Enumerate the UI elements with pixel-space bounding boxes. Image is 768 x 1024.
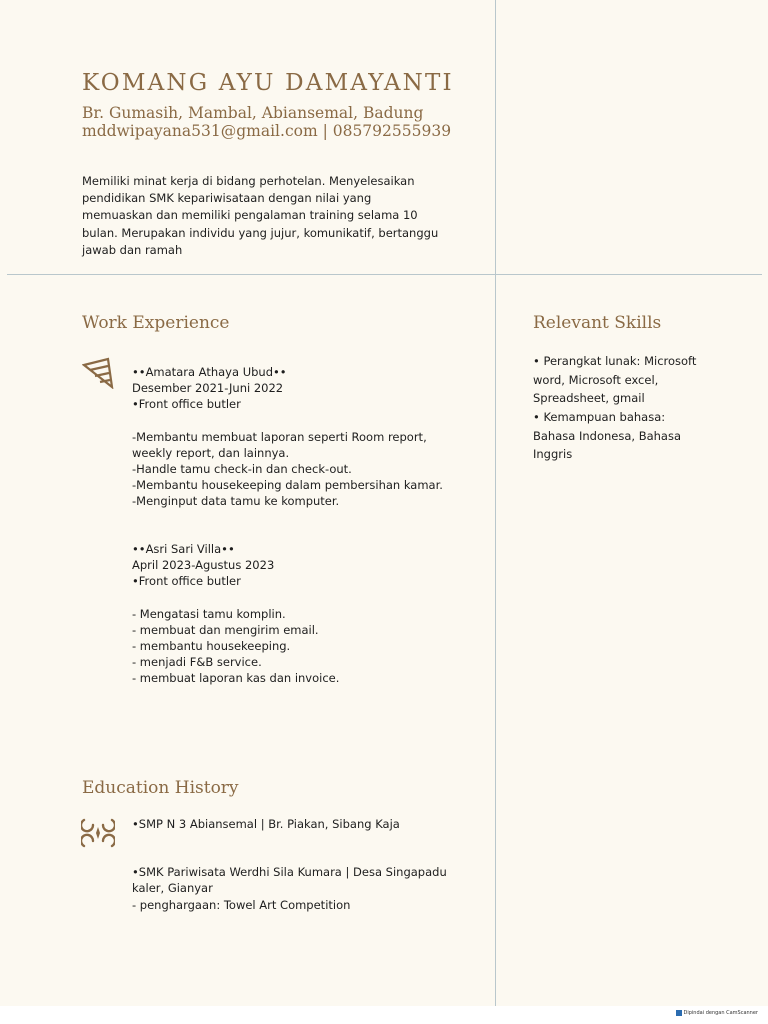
job-1-role: •Front office butler	[132, 397, 241, 411]
job-1-period: Desember 2021-Juni 2022	[132, 381, 284, 395]
stacked-chevron-icon	[82, 355, 116, 389]
horizontal-divider	[7, 274, 762, 275]
skill-line: • Perangkat lunak: Microsoft	[533, 354, 697, 368]
job-2-duty: - menjadi F&B service.	[132, 655, 262, 669]
job-1-duty: -Handle tamu check-in dan check-out.	[132, 462, 352, 476]
camscanner-logo-icon	[676, 1010, 682, 1016]
job-2-duty: - membantu housekeeping.	[132, 639, 291, 653]
skill-line: Bahasa Indonesa, Bahasa	[533, 429, 682, 443]
job-2-duty: - membuat dan mengirim email.	[132, 623, 319, 637]
job-2-period: April 2023-Agustus 2023	[132, 558, 275, 572]
vertical-divider	[495, 0, 496, 1006]
education-line: •SMP N 3 Abiansemal | Br. Piakan, Sibang Kaja	[132, 817, 400, 831]
candidate-name: KOMANG AYU DAMAYANTI	[82, 70, 454, 96]
relevant-skills-heading: Relevant Skills	[533, 313, 662, 333]
education-line: •SMK Pariwisata Werdhi Sila Kumara | Desa Singapadu	[132, 865, 447, 879]
ornament-icon	[81, 815, 115, 851]
job-1-duty: -Membantu housekeeping dalam pembersihan kamar.	[132, 478, 443, 492]
skill-line: Spreadsheet, gmail	[533, 391, 645, 405]
skill-line: Inggris	[533, 447, 573, 461]
job-2-duty: - Mengatasi tamu komplin.	[132, 607, 286, 621]
address: Br. Gumasih, Mambal, Abiansemal, Badung	[82, 104, 424, 122]
job-1-duty: weekly report, dan lainnya.	[132, 446, 290, 460]
email-phone: mddwipayana531@gmail.com | 085792555939	[82, 122, 452, 140]
education-history-heading: Education History	[82, 778, 239, 798]
education-line: - penghargaan: Towel Art Competition	[132, 898, 351, 912]
job-2-place: ••Asri Sari Villa••	[132, 542, 235, 556]
skill-line: • Kemampuan bahasa:	[533, 410, 666, 424]
job-1-place: ••Amatara Athaya Ubud••	[132, 365, 287, 379]
job-2-role: •Front office butler	[132, 574, 241, 588]
education-line: kaler, Gianyar	[132, 881, 213, 895]
scanner-footer-strip	[0, 1006, 768, 1024]
job-1-duty: -Menginput data tamu ke komputer.	[132, 494, 340, 508]
scanner-text: Dipindai dengan CamScanner	[683, 1010, 758, 1016]
skill-line: word, Microsoft excel,	[533, 373, 659, 387]
scanner-watermark	[676, 1010, 759, 1016]
work-experience-heading: Work Experience	[82, 313, 230, 333]
job-2-duty: - membuat laporan kas dan invoice.	[132, 671, 340, 685]
summary-paragraph: Memiliki minat kerja di bidang perhotelan. Menyelesaikan pendidikan SMK kepariwisataan dengan nilai yang memuaskan dan memiliki pengalaman training selama 10 bulan. Merupakan individu yang jujur, komunikatif, bertanggu jawab dan ramah	[82, 174, 439, 257]
job-1-duty: -Membantu membuat laporan seperti Room report,	[132, 430, 427, 444]
